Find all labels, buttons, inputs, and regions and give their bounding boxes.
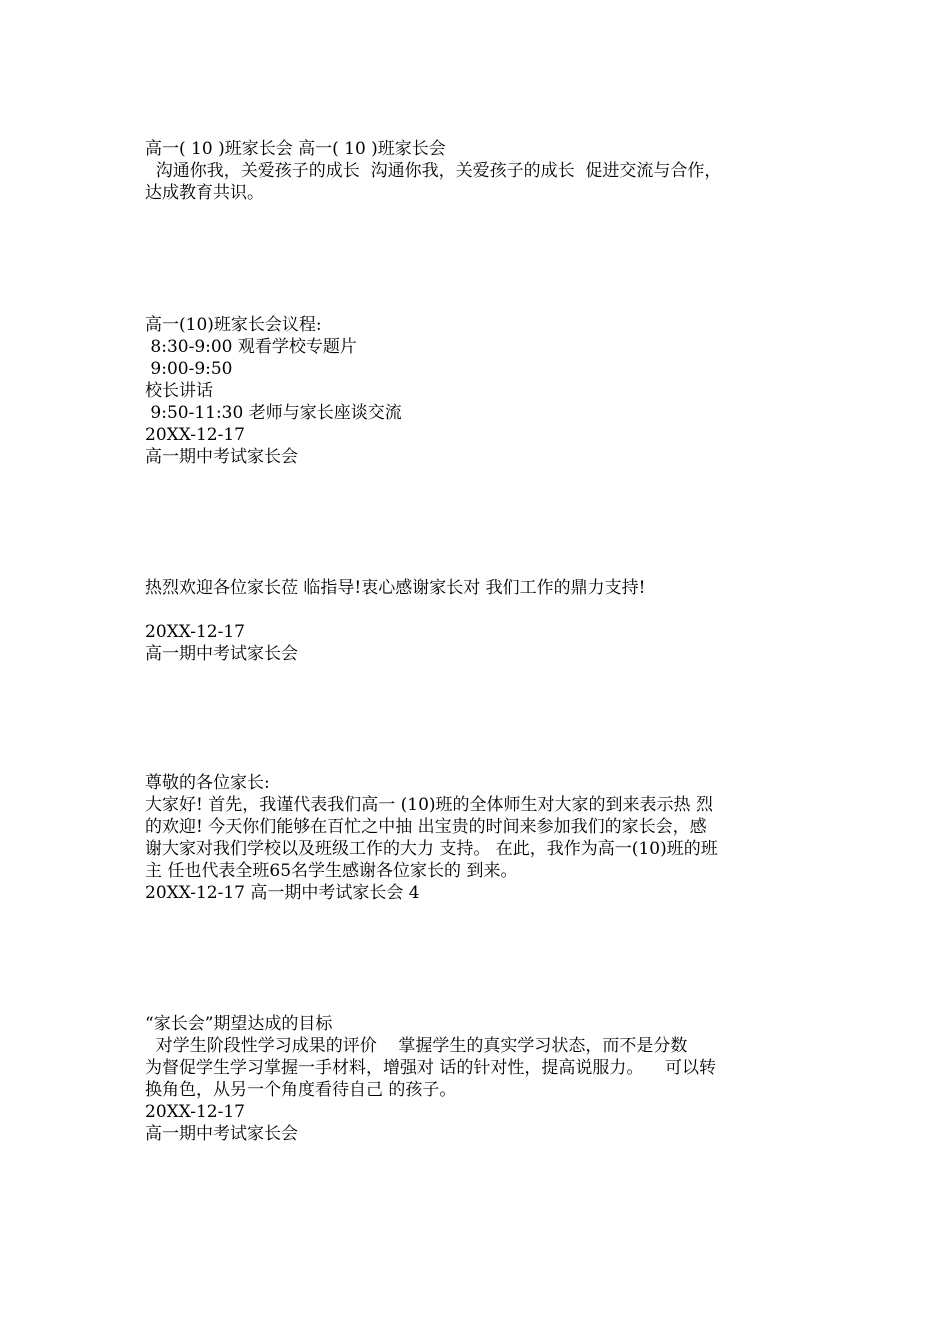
- letter-footer: 20XX-12-17 高一期中考试家长会 4: [145, 883, 420, 903]
- agenda-footer: 高一期中考试家长会: [145, 447, 298, 467]
- agenda-heading: 高一(10)班家长会议程:: [145, 315, 322, 335]
- goals-footer: 高一期中考试家长会: [145, 1124, 298, 1144]
- section1-line1: 沟通你我，关爱孩子的成长 沟通你我，关爱孩子的成长 促进交流与合作，: [145, 161, 722, 181]
- section1-title: 高一( 10 )班家长会 高一( 10 )班家长会: [145, 139, 446, 159]
- letter-line3: 谢大家对我们学校以及班级工作的大力 支持。 在此，我作为高一(10)班的班: [145, 839, 718, 859]
- letter-line1: 大家好! 首先，我谨代表我们高一 (10)班的全体师生对大家的到来表示热 烈: [145, 795, 713, 815]
- goals-heading: “家长会”期望达成的目标: [145, 1014, 333, 1034]
- letter-line2: 的欢迎! 今天你们能够在百忙之中抽 出宝贵的时间来参加我们的家长会，感: [145, 817, 707, 837]
- agenda-date: 20XX-12-17: [145, 425, 245, 445]
- agenda-item-2: 9:00-9:50: [145, 359, 233, 379]
- goals-line3: 换角色，从另一个角度看待自己 的孩子。: [145, 1080, 457, 1100]
- welcome-date: 20XX-12-17: [145, 622, 245, 642]
- goals-line2: 为督促学生学习掌握一手材料，增强对 话的针对性，提高说服力。 可以转: [145, 1058, 717, 1078]
- agenda-item-3: 校长讲话: [145, 381, 213, 401]
- agenda-item-1: 8:30-9:00 观看学校专题片: [145, 337, 357, 357]
- agenda-item-4: 9:50-11:30 老师与家长座谈交流: [145, 403, 402, 423]
- goals-date: 20XX-12-17: [145, 1102, 245, 1122]
- welcome-text: 热烈欢迎各位家长莅 临指导!衷心感谢家长对 我们工作的鼎力支持!: [145, 578, 646, 598]
- welcome-footer: 高一期中考试家长会: [145, 644, 298, 664]
- section1-line2: 达成教育共识。: [145, 183, 264, 203]
- letter-salutation: 尊敬的各位家长:: [145, 773, 270, 793]
- letter-line4: 主 任也代表全班65名学生感谢各位家长的 到来。: [145, 861, 518, 881]
- goals-line1: 对学生阶段性学习成果的评价 掌握学生的真实学习状态，而不是分数: [145, 1036, 688, 1056]
